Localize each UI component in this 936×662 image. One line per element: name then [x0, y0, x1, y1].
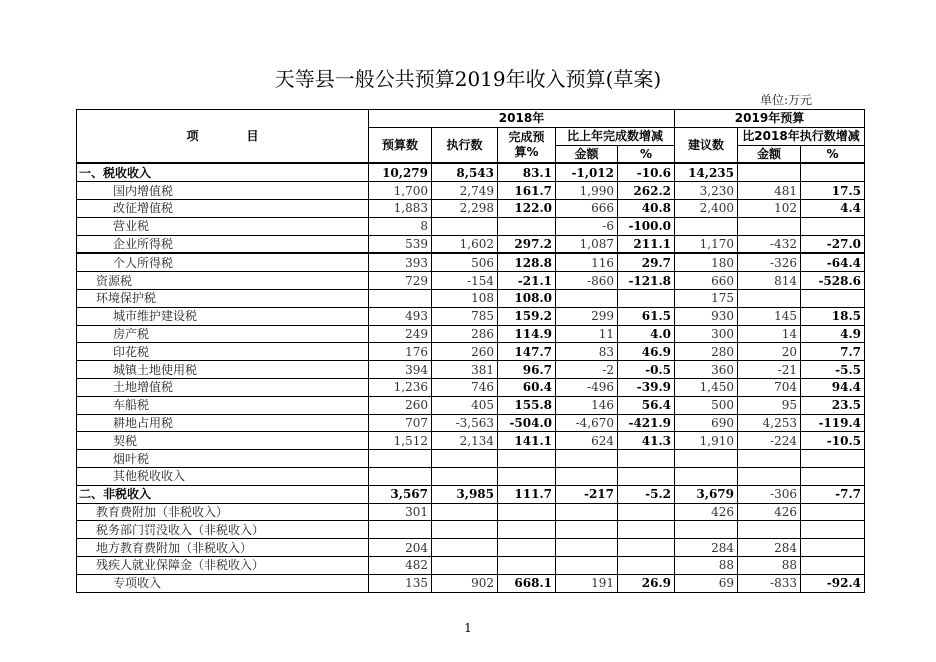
cell-value: 8	[369, 217, 432, 235]
table-row	[77, 378, 865, 396]
cell-value: 814	[738, 272, 801, 290]
cell-value: 26.9	[618, 574, 675, 592]
row-label: 地方教育费附加（非税收入）	[77, 539, 369, 557]
header-completion: 完成预算%	[498, 127, 556, 163]
header-amount-2019: 金额	[738, 145, 801, 163]
cell-value	[498, 467, 556, 485]
unit-label: 单位:万元	[760, 93, 813, 107]
cell-value: 3,679	[675, 485, 738, 503]
cell-value	[556, 450, 618, 468]
cell-value: 1,450	[675, 378, 738, 396]
cell-value: -100.0	[618, 217, 675, 235]
cell-value: 11	[556, 325, 618, 343]
cell-value: -504.0	[498, 414, 556, 432]
cell-value	[498, 503, 556, 521]
table-row	[77, 450, 865, 468]
cell-value: 297.2	[498, 235, 556, 253]
cell-value: 284	[738, 539, 801, 557]
cell-value	[498, 521, 556, 539]
cell-value	[432, 521, 498, 539]
cell-value: 624	[556, 432, 618, 450]
table-row	[77, 272, 865, 290]
cell-value	[618, 556, 675, 574]
row-label: 残疾人就业保障金（非税收入）	[77, 556, 369, 574]
row-label: 营业税	[77, 217, 369, 235]
cell-value: 746	[432, 378, 498, 396]
cell-value: -92.4	[801, 574, 865, 592]
header-2018: 2018年	[369, 110, 675, 128]
cell-value	[801, 556, 865, 574]
cell-value	[369, 467, 432, 485]
cell-value	[369, 450, 432, 468]
cell-value: 280	[675, 343, 738, 361]
table-row	[77, 182, 865, 200]
cell-value: 930	[675, 307, 738, 325]
cell-value	[801, 521, 865, 539]
cell-value: -217	[556, 485, 618, 503]
cell-value: 20	[738, 343, 801, 361]
cell-value: -224	[738, 432, 801, 450]
table-row	[77, 343, 865, 361]
cell-value	[432, 467, 498, 485]
cell-value: 300	[675, 325, 738, 343]
cell-value: 286	[432, 325, 498, 343]
cell-value: 381	[432, 361, 498, 379]
header-proposed: 建议数	[675, 127, 738, 163]
cell-value: 707	[369, 414, 432, 432]
cell-value: -27.0	[801, 235, 865, 253]
cell-value	[432, 503, 498, 521]
cell-value: 493	[369, 307, 432, 325]
cell-value	[675, 467, 738, 485]
cell-value: 481	[738, 182, 801, 200]
row-label: 资源税	[77, 272, 369, 290]
cell-value: 299	[556, 307, 618, 325]
cell-value: 40.8	[618, 199, 675, 217]
cell-value: 1,170	[675, 235, 738, 253]
cell-value: 60.4	[498, 378, 556, 396]
row-label: 专项收入	[77, 574, 369, 592]
cell-value: 180	[675, 253, 738, 271]
table-row	[77, 289, 865, 307]
cell-value: 56.4	[618, 396, 675, 414]
cell-value: 14	[738, 325, 801, 343]
cell-value	[801, 450, 865, 468]
cell-value	[675, 521, 738, 539]
cell-value: 7.7	[801, 343, 865, 361]
cell-value: 83.1	[498, 163, 556, 181]
cell-value: 301	[369, 503, 432, 521]
cell-value: 506	[432, 253, 498, 271]
cell-value: 902	[432, 574, 498, 592]
cell-value: 95	[738, 396, 801, 414]
header-2019: 2019年预算	[675, 110, 865, 128]
cell-value	[498, 450, 556, 468]
table-row	[77, 199, 865, 217]
cell-value	[738, 289, 801, 307]
table-row	[77, 253, 865, 271]
cell-value: 284	[675, 539, 738, 557]
cell-value	[432, 217, 498, 235]
cell-value: 135	[369, 574, 432, 592]
cell-value: 61.5	[618, 307, 675, 325]
cell-value: 704	[738, 378, 801, 396]
cell-value: 1,602	[432, 235, 498, 253]
cell-value	[432, 539, 498, 557]
header-item: 项 目	[77, 110, 369, 164]
row-label: 烟叶税	[77, 450, 369, 468]
cell-value: 393	[369, 253, 432, 271]
row-label: 城市维护建设税	[77, 307, 369, 325]
cell-value	[801, 503, 865, 521]
cell-value: 785	[432, 307, 498, 325]
cell-value	[556, 289, 618, 307]
cell-value: 666	[556, 199, 618, 217]
cell-value: 2,134	[432, 432, 498, 450]
cell-value: 482	[369, 556, 432, 574]
cell-value: -1,012	[556, 163, 618, 181]
cell-value: 122.0	[498, 199, 556, 217]
header-executed: 执行数	[432, 127, 498, 163]
cell-value: 260	[432, 343, 498, 361]
cell-value	[801, 289, 865, 307]
table-row	[77, 503, 865, 521]
row-label: 教育费附加（非税收入）	[77, 503, 369, 521]
cell-value: 426	[675, 503, 738, 521]
cell-value	[432, 556, 498, 574]
cell-value	[618, 289, 675, 307]
cell-value	[738, 467, 801, 485]
cell-value: 262.2	[618, 182, 675, 200]
row-label: 国内增值税	[77, 182, 369, 200]
row-label: 其他税收收入	[77, 467, 369, 485]
table-row	[77, 556, 865, 574]
cell-value: 500	[675, 396, 738, 414]
cell-value: -21.1	[498, 272, 556, 290]
cell-value: 1,883	[369, 199, 432, 217]
row-label: 车船税	[77, 396, 369, 414]
cell-value: 96.7	[498, 361, 556, 379]
cell-value	[498, 539, 556, 557]
table-row	[77, 574, 865, 592]
cell-value: 4.9	[801, 325, 865, 343]
cell-value: -5.5	[801, 361, 865, 379]
budget-table	[76, 109, 865, 593]
cell-value	[369, 289, 432, 307]
header-amount: 金额	[556, 145, 618, 163]
cell-value	[618, 503, 675, 521]
cell-value	[498, 217, 556, 235]
cell-value: 426	[738, 503, 801, 521]
cell-value: -326	[738, 253, 801, 271]
header-vs-prev: 比上年完成数增减	[556, 127, 675, 145]
header-budget: 预算数	[369, 127, 432, 163]
cell-value: 29.7	[618, 253, 675, 271]
cell-value	[801, 467, 865, 485]
cell-value: 114.9	[498, 325, 556, 343]
cell-value: 1,910	[675, 432, 738, 450]
cell-value: -21	[738, 361, 801, 379]
cell-value: 145	[738, 307, 801, 325]
cell-value: 690	[675, 414, 738, 432]
row-label: 企业所得税	[77, 235, 369, 253]
cell-value: 69	[675, 574, 738, 592]
header-vs-2018: 比2018年执行数增减	[738, 127, 865, 145]
table-row	[77, 432, 865, 450]
page-title: 天等县一般公共预算2019年收入预算(草案)	[274, 67, 662, 91]
cell-value: 211.1	[618, 235, 675, 253]
row-label: 耕地占用税	[77, 414, 369, 432]
cell-value: -154	[432, 272, 498, 290]
cell-value: 175	[675, 289, 738, 307]
table-row	[77, 307, 865, 325]
cell-value	[801, 163, 865, 181]
row-label: 契税	[77, 432, 369, 450]
cell-value: -0.5	[618, 361, 675, 379]
cell-value	[738, 521, 801, 539]
cell-value: 83	[556, 343, 618, 361]
table-row	[77, 539, 865, 557]
cell-value	[498, 556, 556, 574]
cell-value: 41.3	[618, 432, 675, 450]
cell-value: 2,400	[675, 199, 738, 217]
header-pct: %	[618, 145, 675, 163]
cell-value: 10,279	[369, 163, 432, 181]
cell-value: 159.2	[498, 307, 556, 325]
cell-value: 2,298	[432, 199, 498, 217]
page-number: 1	[464, 621, 472, 635]
cell-value: -432	[738, 235, 801, 253]
table-row	[77, 414, 865, 432]
cell-value: 176	[369, 343, 432, 361]
cell-value	[618, 521, 675, 539]
cell-value: 116	[556, 253, 618, 271]
cell-value: -5.2	[618, 485, 675, 503]
cell-value	[618, 467, 675, 485]
header-pct-2019: %	[801, 145, 865, 163]
row-label: 印花税	[77, 343, 369, 361]
cell-value: -860	[556, 272, 618, 290]
row-label: 二、非税收入	[77, 485, 369, 503]
cell-value: 405	[432, 396, 498, 414]
table-row	[77, 217, 865, 235]
cell-value	[675, 450, 738, 468]
row-label: 环境保护税	[77, 289, 369, 307]
cell-value	[675, 217, 738, 235]
cell-value: 46.9	[618, 343, 675, 361]
cell-value: -10.6	[618, 163, 675, 181]
cell-value: 539	[369, 235, 432, 253]
cell-value: 128.8	[498, 253, 556, 271]
cell-value: 108	[432, 289, 498, 307]
cell-value: 88	[738, 556, 801, 574]
cell-value: 146	[556, 396, 618, 414]
cell-value: -496	[556, 378, 618, 396]
cell-value	[738, 217, 801, 235]
cell-value: 88	[675, 556, 738, 574]
cell-value: 3,230	[675, 182, 738, 200]
cell-value: 2,749	[432, 182, 498, 200]
cell-value: 161.7	[498, 182, 556, 200]
cell-value: 94.4	[801, 378, 865, 396]
cell-value: 1,700	[369, 182, 432, 200]
cell-value: 668.1	[498, 574, 556, 592]
cell-value	[801, 217, 865, 235]
cell-value: -121.8	[618, 272, 675, 290]
cell-value: 729	[369, 272, 432, 290]
row-label: 改征增值税	[77, 199, 369, 217]
table-row	[77, 521, 865, 539]
cell-value: 1,236	[369, 378, 432, 396]
cell-value: -306	[738, 485, 801, 503]
cell-value: -10.5	[801, 432, 865, 450]
cell-value	[432, 450, 498, 468]
cell-value: 3,985	[432, 485, 498, 503]
row-label: 土地增值税	[77, 378, 369, 396]
cell-value	[738, 450, 801, 468]
cell-value: -833	[738, 574, 801, 592]
cell-value: 360	[675, 361, 738, 379]
cell-value: 1,087	[556, 235, 618, 253]
row-label: 房产税	[77, 325, 369, 343]
table-row	[77, 163, 865, 181]
cell-value	[618, 539, 675, 557]
cell-value: -7.7	[801, 485, 865, 503]
cell-value: -39.9	[618, 378, 675, 396]
cell-value	[738, 163, 801, 181]
cell-value: 18.5	[801, 307, 865, 325]
cell-value: 191	[556, 574, 618, 592]
cell-value: 4,253	[738, 414, 801, 432]
cell-value: 249	[369, 325, 432, 343]
cell-value: -2	[556, 361, 618, 379]
cell-value: 155.8	[498, 396, 556, 414]
cell-value: -6	[556, 217, 618, 235]
cell-value: 394	[369, 361, 432, 379]
row-label: 个人所得税	[77, 253, 369, 271]
table-row	[77, 396, 865, 414]
row-label: 税务部门罚没收入（非税收入）	[77, 521, 369, 539]
cell-value	[556, 467, 618, 485]
cell-value: 4.4	[801, 199, 865, 217]
cell-value: 17.5	[801, 182, 865, 200]
cell-value: -119.4	[801, 414, 865, 432]
cell-value: 1,990	[556, 182, 618, 200]
cell-value	[369, 521, 432, 539]
table-row	[77, 467, 865, 485]
table-row	[77, 485, 865, 503]
table-row	[77, 325, 865, 343]
cell-value: 3,567	[369, 485, 432, 503]
table-row	[77, 361, 865, 379]
cell-value	[556, 539, 618, 557]
cell-value: 111.7	[498, 485, 556, 503]
cell-value	[556, 521, 618, 539]
cell-value: -528.6	[801, 272, 865, 290]
cell-value	[556, 556, 618, 574]
cell-value: 260	[369, 396, 432, 414]
table-row	[77, 235, 865, 253]
cell-value	[556, 503, 618, 521]
cell-value: -4,670	[556, 414, 618, 432]
cell-value	[801, 539, 865, 557]
cell-value	[618, 450, 675, 468]
cell-value: 1,512	[369, 432, 432, 450]
cell-value: 660	[675, 272, 738, 290]
row-label: 一、税收收入	[77, 163, 369, 181]
cell-value: 147.7	[498, 343, 556, 361]
cell-value: 4.0	[618, 325, 675, 343]
cell-value: 102	[738, 199, 801, 217]
cell-value: -421.9	[618, 414, 675, 432]
cell-value: 204	[369, 539, 432, 557]
cell-value: 23.5	[801, 396, 865, 414]
cell-value: 8,543	[432, 163, 498, 181]
row-label: 城镇土地使用税	[77, 361, 369, 379]
cell-value: 108.0	[498, 289, 556, 307]
cell-value: 14,235	[675, 163, 738, 181]
cell-value: 141.1	[498, 432, 556, 450]
cell-value: -64.4	[801, 253, 865, 271]
cell-value: -3,563	[432, 414, 498, 432]
